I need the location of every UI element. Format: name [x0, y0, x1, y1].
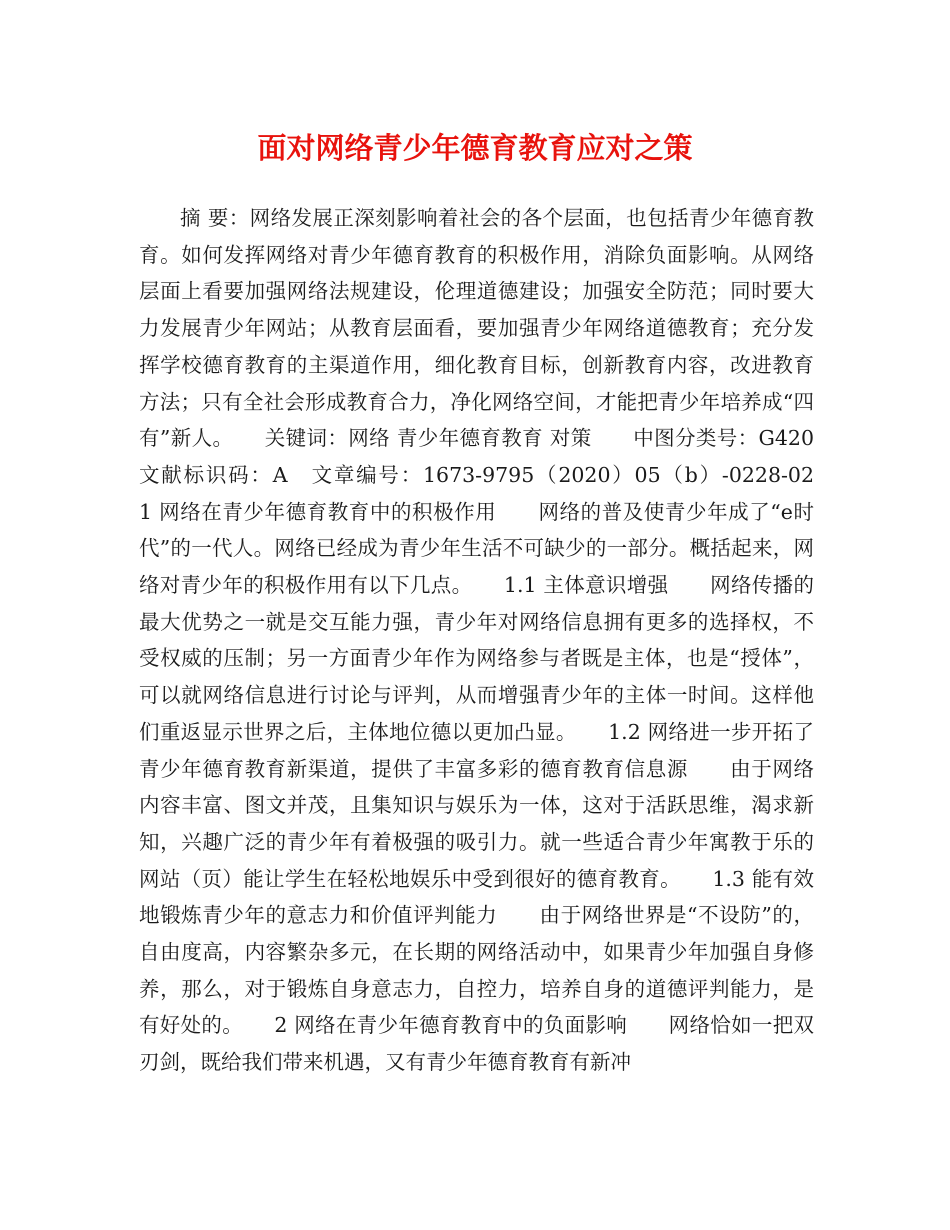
- document-title: 面对网络青少年德育教育应对之策: [257, 131, 693, 165]
- document-body: 摘 要：网络发展正深刻影响着社会的各个层面，也包括青少年德育教育。如何发挥网络对青少年德育教育的积极作用，消除负面影响。从网络层面上看要加强网络法规建设，伦理道德建设；加强安全防范；同时要大力发展青少年网站；从教育层面看，要加强青少年网络道德教育；充分发挥学校德育教育的主渠道作用，细化教育目标，创新教育内容，改进教育方法；只有全社会形成教育合力，净化网络空间，才能把青少年培养成“四有”新人。 关键词：网络 青少年德育教育 对策 中图分类号：G420 文献标识码：A 文章编号：1673-9795（2020）05（b）-0228-02 1 网络在青少年德育教育中的积极作用 网络的普及使青少年成了“e时代”的一代人。网络已经成为青少年生活不可缺少的一部分。概括起来，网络对青少年的积极作用有以下几点。 1.1 主体意识增强 网络传播的最大优势之一就是交互能力强，青少年对网络信息拥有更多的选择权，不受权威的压制；另一方面青少年作为网络参与者既是主体，也是“授体”，可以就网络信息进行讨论与评判，从而增强青少年的主体一时间。这样他们重返显示世界之后，主体地位德以更加凸显。 1.2 网络进一步开拓了青少年德育教育新渠道，提供了丰富多彩的德育教育信息源 由于网络内容丰富、图文并茂，且集知识与娱乐为一体，这对于活跃思维，渴求新知，兴趣广泛的青少年有着极强的吸引力。就一些适合青少年寓教于乐的网站（页）能让学生在轻松地娱乐中受到很好的德育教育。 1.3 能有效地锻炼青少年的意志力和价值评判能力 由于网络世界是“不设防”的，自由度高，内容繁杂多元，在长期的网络活动中，如果青少年加强自身修养，那么，对于锻炼自身意志力，自控力，培养自身的道德评判能力，是有好处的。 2 网络在青少年德育教育中的负面影响 网络恰如一把双刃剑，既给我们带来机遇，又有青少年德育教育有新冲: [139, 206, 855, 1075]
